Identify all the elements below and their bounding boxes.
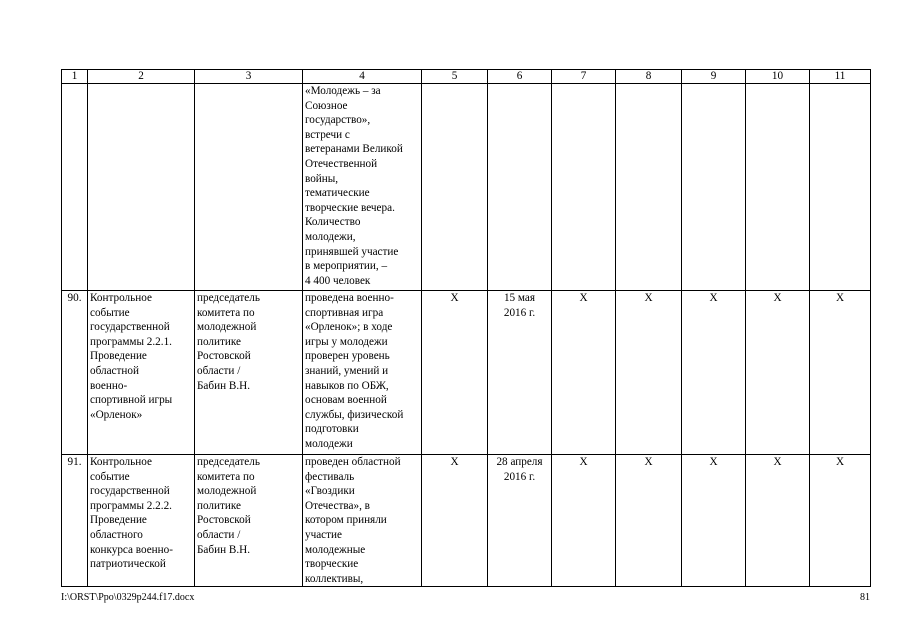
row-number: [62, 84, 88, 291]
main-table: [61, 69, 871, 587]
col9-cell: [682, 84, 746, 291]
result-cell: проведен областной фестиваль «Гвоздики Отечества», в котором приняли участие молодежные творческие коллективы,: [303, 455, 422, 587]
col11-cell: X: [810, 291, 871, 455]
table-row: [62, 84, 871, 291]
file-path: I:\ORST\Ppo\0329p244.f17.docx: [61, 592, 195, 603]
header-cell: 5: [422, 70, 488, 84]
header-cell: 8: [616, 70, 682, 84]
event-cell: [88, 84, 195, 291]
col7-cell: X: [552, 455, 616, 587]
header-cell: 4: [303, 70, 422, 84]
col10-cell: [746, 84, 810, 291]
date-cell: [488, 84, 552, 291]
table-row: [62, 291, 871, 455]
col11-cell: [810, 84, 871, 291]
row-number: 90.: [62, 291, 88, 455]
header-cell: 11: [810, 70, 871, 84]
date-cell: 28 апреля 2016 г.: [488, 455, 552, 587]
event-cell: Контрольное событие государственной программы 2.2.1. Проведение областной военно- спортивной игры «Орленок»: [88, 291, 195, 455]
responsible-cell: [195, 84, 303, 291]
responsible-cell: председатель комитета по молодежной политике Ростовской области / Бабин В.Н.: [195, 291, 303, 455]
col7-cell: X: [552, 291, 616, 455]
col5-cell: [422, 84, 488, 291]
col11-cell: X: [810, 455, 871, 587]
col8-cell: X: [616, 291, 682, 455]
table-row: [62, 455, 871, 587]
header-cell: 2: [88, 70, 195, 84]
page-number: 81: [860, 592, 870, 603]
col5-cell: X: [422, 291, 488, 455]
col9-cell: X: [682, 455, 746, 587]
header-cell: 6: [488, 70, 552, 84]
result-cell: «Молодежь – за Союзное государство», встречи с ветеранами Великой Отечественной войны, тематические творческие вечера. Количество молодежи, принявшей участие в мероприятии, – 4 400 человек: [303, 84, 422, 291]
header-cell: 1: [62, 70, 88, 84]
col8-cell: X: [616, 455, 682, 587]
responsible-cell: председатель комитета по молодежной политике Ростовской области / Бабин В.Н.: [195, 455, 303, 587]
col7-cell: [552, 84, 616, 291]
header-cell: 10: [746, 70, 810, 84]
header-cell: 9: [682, 70, 746, 84]
row-number: 91.: [62, 455, 88, 587]
col10-cell: X: [746, 455, 810, 587]
col5-cell: X: [422, 455, 488, 587]
header-cell: 3: [195, 70, 303, 84]
col8-cell: [616, 84, 682, 291]
header-cell: 7: [552, 70, 616, 84]
result-cell: проведена военно- спортивная игра «Орленок»; в ходе игры у молодежи проверен уровень знаний, умений и навыков по ОБЖ, основам военной службы, физической подготовки молодежи: [303, 291, 422, 455]
header-row: [62, 70, 871, 84]
event-cell: Контрольное событие государственной программы 2.2.2. Проведение областного конкурса военно- патриотической: [88, 455, 195, 587]
col10-cell: X: [746, 291, 810, 455]
col9-cell: X: [682, 291, 746, 455]
date-cell: 15 мая 2016 г.: [488, 291, 552, 455]
